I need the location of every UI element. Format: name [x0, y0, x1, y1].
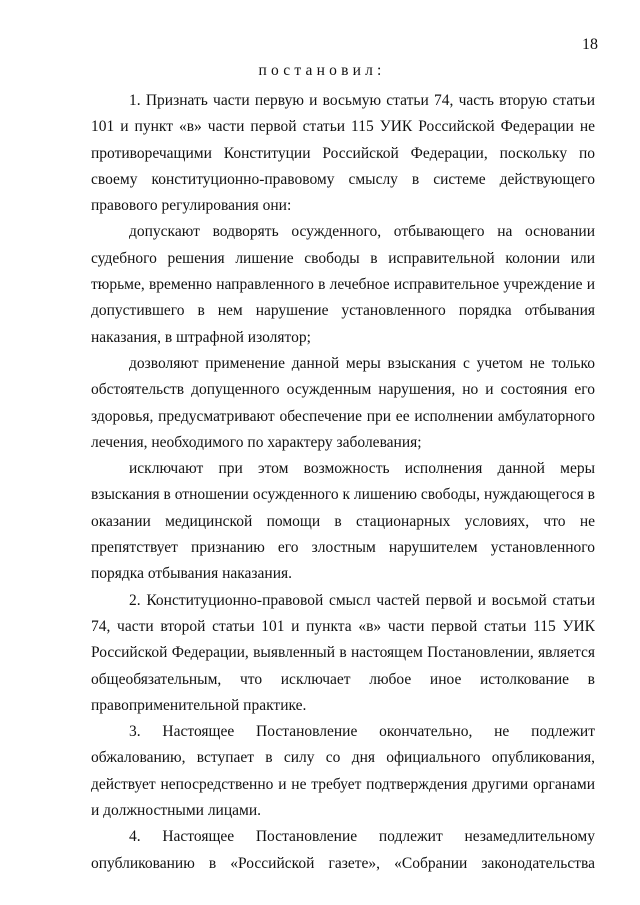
paragraph-clause-permits: допускают водворять осужденного, отбывающего на основании судебного решения лишение свободы в исправительной колонии или тюрьме, временно направленного в лечебное исправительное учреждение и допустившего в нем нарушение установленного порядка отбывания наказания, в штрафной изолятор; [91, 223, 595, 346]
paragraph-item-4: 4. Настоящее Постановление подлежит незамедлительному опубликованию в «Российской газете», «Собрании законодательства [91, 828, 595, 872]
paragraph-item-1: 1. Признать части первую и восьмую статьи 74, часть вторую статьи 101 и пункт «в» части первой статьи 115 УИК Российской Федерации не противоречащими Конституции Российской Федерации, поскольку по своему конституционно-правовому смыслу в системе действующего правового регулирования они: [91, 92, 595, 215]
paragraph-clause-excludes: исключают при этом возможность исполнения данной меры взыскания в отношении осужденного к лишению свободы, нуждающегося в оказании медицинской помощи в стационарных условиях, что не препятствует признанию его злостным нарушителем установленного порядка отбывания наказания. [91, 460, 595, 583]
resolution-heading: постановил: [258, 62, 386, 79]
paragraph-item-2: 2. Конституционно-правовой смысл частей первой и восьмой статьи 74, части второй статьи 101 и пункта «в» части первой статьи 115 УИК Российской Федерации, выявленный в настоящем Постановлении, является общеобязательным, что исключает любое иное истолкование в правоприменительной практике. [91, 591, 595, 714]
paragraph-item-3: 3. Настоящее Постановление окончательно, не подлежит обжалованию, вступает в силу со дня официального опубликования, действует непосредственно и не требует подтверждения другими органами и должностными лицами. [91, 723, 595, 820]
paragraph-clause-allows: дозволяют применение данной меры взыскания с учетом не только обстоятельств допущенного осужденным нарушения, но и состояния его здоровья, предусматривают обеспечение при ее исполнении амбулаторного лечения, необходимого по характеру заболевания; [91, 354, 595, 451]
page-number: 18 [582, 36, 598, 53]
document-body [91, 88, 595, 877]
